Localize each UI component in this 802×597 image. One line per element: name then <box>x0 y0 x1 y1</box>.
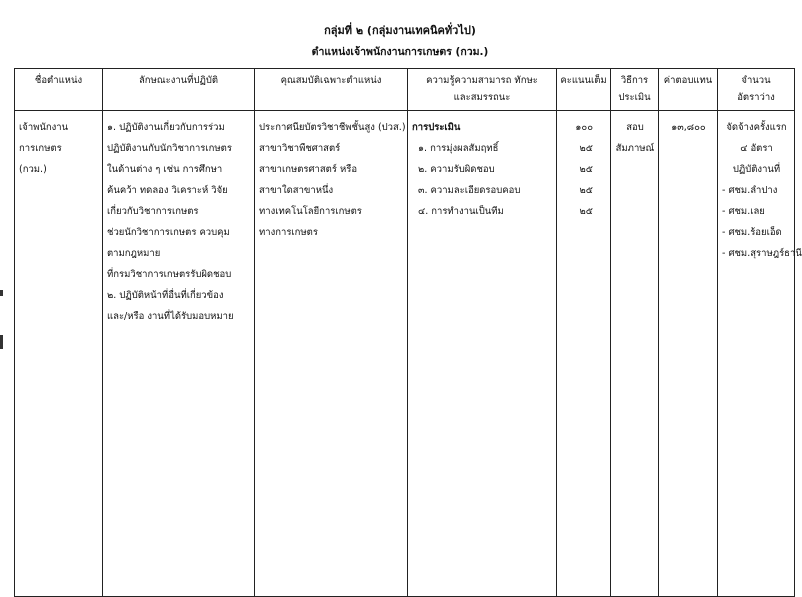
group-title: กลุ่มที่ ๒ (กลุ่มงานเทคนิคทั่วไป) <box>324 24 476 37</box>
method-line: สัมภาษณ์ <box>615 143 655 154</box>
cell-competencies <box>408 111 557 597</box>
qualification-line: สาขาใดสาขาหนึ่ง <box>259 185 334 196</box>
cell-quota <box>718 111 802 597</box>
competency-item: ๒. ความรับผิดชอบ <box>418 164 495 175</box>
table-row <box>15 111 795 597</box>
method-line: สอบ <box>626 122 644 133</box>
qualification-line: สาขาวิชาพืชศาสตร์ <box>259 143 341 154</box>
competency-item: ๑. การมุ่งผลสัมฤทธิ์ <box>418 143 499 154</box>
duty-line: ตามกฎหมาย <box>107 248 161 259</box>
duty-line: เกี่ยวกับวิชาการเกษตร <box>107 206 199 217</box>
col-header-compensation: ค่าตอบแทน <box>659 69 718 111</box>
duty-line: ๑. ปฏิบัติงานเกี่ยวกับการร่วม <box>107 122 225 133</box>
duty-line: ในด้านต่าง ๆ เช่น การศึกษา <box>107 164 223 175</box>
competency-score: ๒๕ <box>579 164 593 175</box>
competency-item: ๓. ความละเอียดรอบคอบ <box>418 185 521 196</box>
quota-location: - ศชม.ลำปาง <box>722 185 778 196</box>
scan-margin-mark <box>0 290 3 296</box>
col-header-score: คะแนนเต็ม <box>557 69 611 111</box>
duty-line: ที่กรมวิชาการเกษตรรับผิดชอบ <box>107 269 232 280</box>
col-header-qualifications: คุณสมบัติเฉพาะตำแหน่ง <box>255 69 408 111</box>
quota-line: ปฏิบัติงานที่ <box>732 164 781 175</box>
cell-duties <box>103 111 255 597</box>
qualification-line: สาขาเกษตรศาสตร์ หรือ <box>259 164 358 175</box>
quota-location: - ศชม.ร้อยเอ็ด <box>722 227 782 238</box>
competency-score: ๒๕ <box>579 143 593 154</box>
col-header-position: ชื่อตำแหน่ง <box>15 69 103 111</box>
table-header-row <box>15 69 795 111</box>
col-header-competency: ความรู้ความสามารถ ทักษะ และสมรรถนะ <box>408 69 557 111</box>
cell-compensation <box>659 111 718 597</box>
cell-score <box>557 111 611 597</box>
col-header-duties: ลักษณะงานที่ปฏิบัติ <box>103 69 255 111</box>
quota-line: ๔ อัตรา <box>740 143 773 154</box>
duty-line: และ/หรือ งานที่ได้รับมอบหมาย <box>107 311 234 322</box>
competency-score: ๒๕ <box>579 185 593 196</box>
position-line: (กวม.) <box>19 164 47 175</box>
duty-line: ปฏิบัติงานกับนักวิชาการเกษตร <box>107 143 232 154</box>
position-line: เจ้าพนักงาน <box>19 122 69 133</box>
competency-item: ๔. การทำงานเป็นทีม <box>418 206 504 217</box>
qualification-line: ประกาศนียบัตรวิชาชีพชั้นสูง (ปวส.) <box>259 122 406 133</box>
position-line: การเกษตร <box>19 143 62 154</box>
scan-margin-mark <box>0 335 3 349</box>
qualification-line: ทางเทคโนโลยีการเกษตร <box>259 206 362 217</box>
col-header-quota: จำนวน อัตราว่าง <box>718 69 795 111</box>
position-title: ตำแหน่งเจ้าพนักงานการเกษตร (กวม.) <box>311 46 489 58</box>
recruitment-table <box>14 68 802 597</box>
duty-line: ๒. ปฏิบัติหน้าที่อื่นที่เกี่ยวข้อง <box>107 290 224 301</box>
total-score: ๑๐๐ <box>575 122 593 133</box>
competency-heading: การประเมิน <box>412 122 461 133</box>
qualification-line: ทางการเกษตร <box>259 227 318 238</box>
duty-line: ช่วยนักวิชาการเกษตร ควบคุม <box>107 227 230 238</box>
quota-location: - ศชม.เลย <box>722 206 765 217</box>
col-header-method: วิธีการ ประเมิน <box>611 69 659 111</box>
quota-line: จัดจ้างครั้งแรก <box>726 122 787 133</box>
cell-method <box>611 111 659 597</box>
duty-line: ค้นคว้า ทดลอง วิเคราะห์ วิจัย <box>107 185 228 196</box>
cell-position <box>15 111 103 597</box>
cell-qualifications <box>255 111 408 597</box>
quota-location: - ศชม.สุราษฎร์ธานี <box>722 248 802 259</box>
compensation-value: ๑๓,๘๐๐ <box>671 122 706 133</box>
competency-score: ๒๕ <box>579 206 593 217</box>
